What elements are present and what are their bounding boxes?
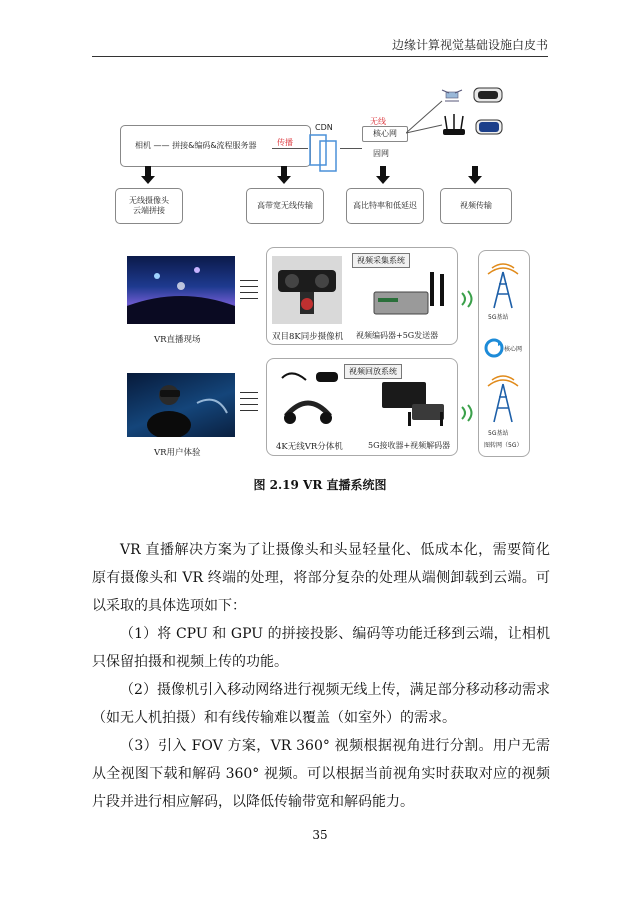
camera-caption: 双目8K同步摄像机 bbox=[272, 332, 344, 342]
base-station-top-label: 5G基站 bbox=[488, 314, 509, 321]
paragraph-2: （1）将 CPU 和 GPU 的拼接投影、编码等功能迁移到云端，让相机只保留拍摄和视频上传的功能。 bbox=[92, 626, 550, 670]
live-site-label: VR直播现场 bbox=[154, 335, 201, 345]
cast-label: 传播 bbox=[277, 138, 293, 147]
camera-server-label: 相机 —— 拼接&编码&流程服务器 bbox=[135, 140, 257, 150]
core-network-node-label: 核心网 bbox=[504, 346, 523, 353]
capture-system-title: 视频采集系统 bbox=[352, 253, 410, 268]
fixed-network-label: 固网 bbox=[373, 149, 389, 158]
high-bandwidth-label: 高带宽无线传输 bbox=[257, 200, 313, 210]
body-text-3 bbox=[92, 676, 550, 732]
user-experience-label: VR用户体验 bbox=[154, 448, 201, 458]
router-icon bbox=[440, 114, 468, 138]
live-site-photo bbox=[127, 256, 235, 324]
connector-lines-2 bbox=[240, 392, 258, 416]
encoder-caption: 视频编码器+5G发送器 bbox=[356, 331, 439, 340]
base-station-bottom-label: 5G基站 bbox=[488, 430, 509, 437]
wireless-camera-box bbox=[115, 188, 183, 224]
core-network-box bbox=[362, 126, 408, 142]
high-bitrate-label: 高比特率和低延迟 bbox=[353, 200, 417, 210]
video-transmission-label: 视频传输 bbox=[460, 200, 492, 210]
camera-rig-photo bbox=[272, 256, 342, 324]
encoder-device-icon bbox=[370, 270, 450, 320]
receiver-caption: 5G接收器+视频解码器 bbox=[368, 441, 451, 450]
cdn-icon bbox=[308, 133, 340, 173]
vr-headset-icon-top bbox=[472, 84, 504, 106]
cdn-label: CDN bbox=[315, 123, 333, 132]
video-transmission-box bbox=[440, 188, 512, 224]
body-text-2 bbox=[92, 620, 550, 676]
wireless-camera-label: 无线摄像头 云端拼接 bbox=[129, 195, 169, 215]
wireless-label: 无线 bbox=[370, 117, 386, 126]
paragraph-3: （2）摄像机引入移动网络进行视频无线上传，满足部分移动移动需求（如无人机拍摄）和有线传输难以覆盖（如室外）的需求。 bbox=[92, 682, 550, 726]
receiver-device-icon bbox=[368, 378, 452, 430]
high-bandwidth-box bbox=[246, 188, 324, 224]
paragraph-1: VR 直播解决方案为了让摄像头和头显轻量化、低成本化，需要简化原有摄像头和 VR 终端的处理，将部分复杂的处理从端侧卸载到云端。可以采取的具体选项如下： bbox=[92, 542, 550, 614]
core-network-icon bbox=[484, 338, 504, 358]
page-number: 35 bbox=[312, 828, 328, 842]
high-bitrate-box bbox=[346, 188, 424, 224]
user-experience-photo bbox=[127, 373, 235, 437]
drone-icon bbox=[440, 84, 464, 106]
base-station-icon-bottom bbox=[484, 372, 522, 424]
header-rule bbox=[92, 56, 548, 57]
cdn-to-core-line bbox=[340, 148, 362, 149]
body-text bbox=[92, 536, 550, 620]
body-text-4 bbox=[92, 732, 550, 816]
paragraph-4: （3）引入 FOV 方案，VR 360° 视频根据视角进行分割。用户无需从全视图下载和解码 360° 视频。可以根据当前视角实时获取对应的视频片段并进行相应解码，以降低传输带宽和解码能力。 bbox=[92, 738, 550, 810]
headset-caption: 4K无线VR分体机 bbox=[276, 442, 343, 452]
core-network-label: 核心网 bbox=[373, 128, 397, 138]
wireless-signal-icon-1 bbox=[458, 290, 478, 308]
figure-caption: 图 2.19 VR 直播系统图 bbox=[253, 478, 387, 492]
connector-lines-1 bbox=[240, 280, 258, 304]
page-header-title: 边缘计算视觉基础设施白皮书 bbox=[391, 38, 548, 52]
base-station-icon-top bbox=[484, 260, 522, 310]
vr-headset-device-icon bbox=[272, 368, 344, 436]
playback-system-title: 视频回放系统 bbox=[344, 364, 402, 379]
network-label: 图转网（5G） bbox=[484, 442, 523, 449]
wireless-signal-icon-2 bbox=[458, 404, 478, 422]
cast-line bbox=[272, 148, 308, 149]
vr-headset-icon-bottom bbox=[474, 116, 504, 138]
